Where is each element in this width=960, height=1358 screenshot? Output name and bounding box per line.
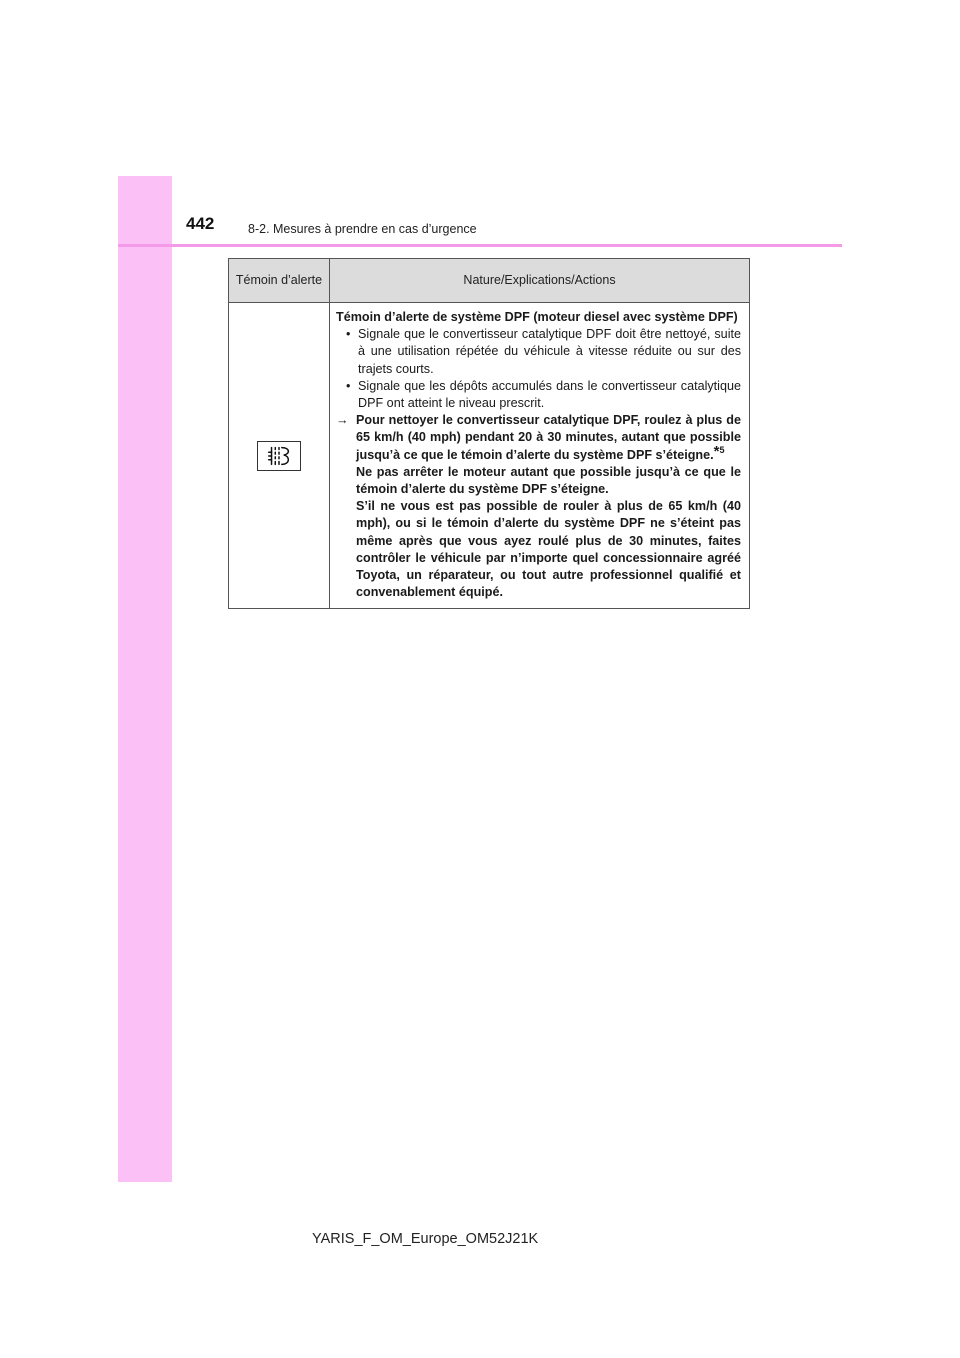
warning-title: Témoin d’alerte de système DPF (moteur diesel avec système DPF)	[336, 310, 738, 324]
section-title: 8-2. Mesures à prendre en cas d’urgence	[248, 222, 477, 236]
chapter-sidebar	[118, 176, 172, 1182]
table-header-row	[229, 259, 750, 303]
warning-light-table	[228, 258, 750, 609]
list-item: • Signale que les dépôts accumulés dans le convertisseur catalytique DPF ont atteint le niveau prescrit.	[336, 378, 741, 412]
header-rule	[118, 244, 842, 247]
footnote-star: *	[713, 442, 720, 460]
action-clean-dpf-text: Pour nettoyer le convertisseur catalytique DPF, roulez à plus de 65 km/h (40 mph) pendant 20 à 30 minutes, autant que possible jusqu’à ce que le témoin d’alerte du système DPF s’éteigne.	[356, 413, 741, 462]
dpf-warning-icon	[257, 441, 301, 471]
document-code: YARIS_F_OM_Europe_OM52J21K	[312, 1231, 539, 1247]
page-number: 442	[186, 214, 215, 233]
table-row	[229, 303, 750, 609]
list-item: • Signale que le convertisseur catalytique DPF doit être nettoyé, suite à une utilisation répétée du véhicule à vitesse réduite ou sur des trajets courts.	[336, 326, 741, 378]
description-cell	[330, 303, 750, 609]
action-clean-dpf	[356, 412, 741, 464]
footnote-number: 5	[719, 444, 725, 455]
arrow-right-icon: →	[336, 413, 349, 428]
action-block	[336, 412, 741, 601]
action-do-not-stop: Ne pas arrêter le moteur autant que possible jusqu’à ce que le témoin d’alerte du système DPF s’éteigne.	[356, 464, 741, 497]
action-get-inspected: S’il ne vous est pas possible de rouler à plus de 65 km/h (40 mph), ou si le témoin d’alerte du système DPF ne s’éteint pas même après que vous ayez roulé plus de 30 minutes, faites contrôler le véhicule par n’importe quel concessionnaire agréé Toyota, un réparateur, ou tout autre professionnel qualifié et convenablement équipé.	[356, 499, 741, 600]
warning-light-cell	[229, 303, 330, 609]
header-description: Nature/Explications/Actions	[330, 259, 750, 303]
header-warning-light: Témoin d’alerte	[229, 259, 330, 303]
dpf-warning-icon-graphic	[258, 442, 300, 470]
